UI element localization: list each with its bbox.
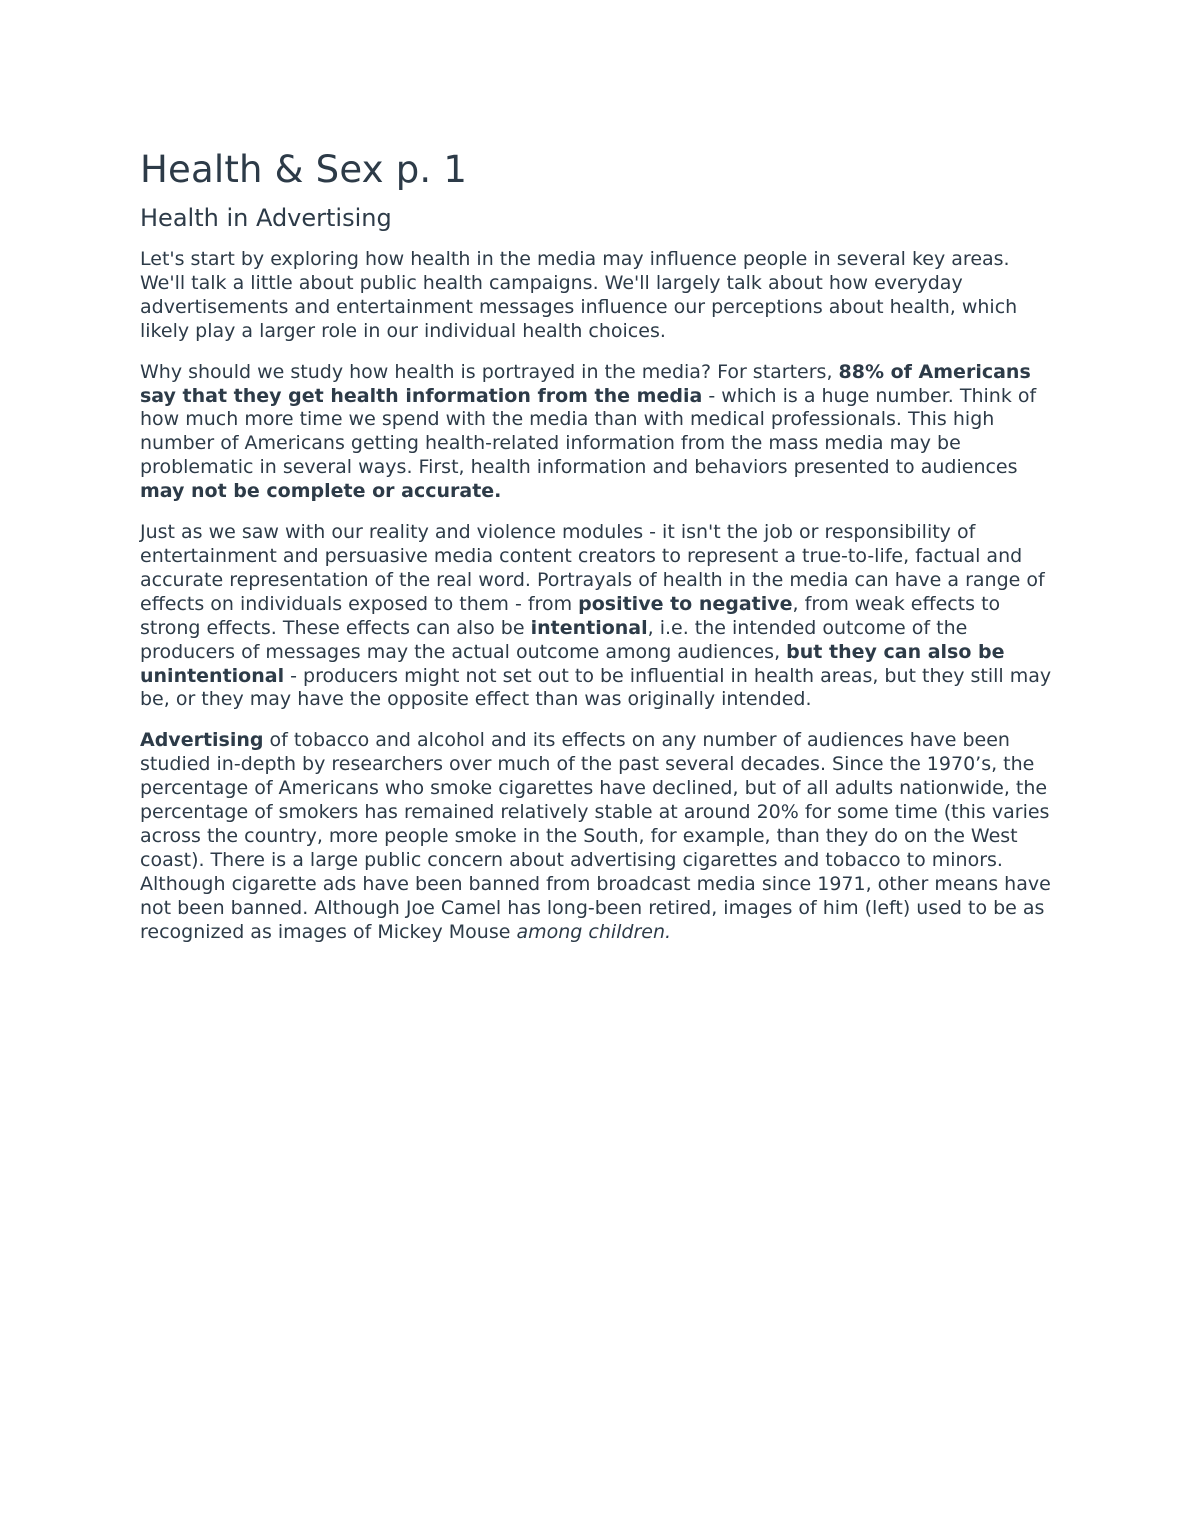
paragraph-text: Just as we saw with our reality and violence modules - it isn't the job or responsibility of entertainment and persuasive media content creators to represent a true-to-life, factual and accurate representation of the real word. Portrayals of health in the media can have a range of effects on individuals exposed to them - from [140, 521, 1045, 615]
emphasis-accuracy: may not be complete or accurate. [140, 480, 502, 503]
section-heading: Health in Advertising [140, 204, 392, 232]
emphasis-statistic: 88% of Americans say that they get health information from the media [140, 360, 1031, 407]
paragraph-advertising [140, 729, 1055, 944]
paragraph-text: , i.e. the intended outcome of the producers of messages may the actual outcome among audiences, [140, 616, 968, 663]
paragraph-intro [140, 248, 1055, 344]
paragraph-why-study [140, 361, 1055, 504]
paragraph-text: of tobacco and alcohol and its effects on any number of audiences have been studied in-depth by researchers over much of the past several decades. Since the 1970’s, the percentage of Americans who smoke cigarettes have declined, but of all adults nationwide, the percentage of smokers has remained relatively stable at around 20% for some time (this varies across the country, more people smoke in the South, for example, than they do on the West coast). There is a large public concern about advertising cigarettes and tobacco to minors. Although cigarette ads have been banned from broadcast media since 1971, other means have not been banned. Although Joe Camel has long-been retired, images of him (left) used to be as recognized as images of Mickey Mouse [140, 729, 1051, 943]
emphasis-unintentional: but they can also be unintentional [140, 640, 1005, 687]
document-page [140, 148, 1055, 944]
emphasis-among-children: among children. [516, 920, 672, 943]
emphasis-intentional: intentional [530, 616, 648, 639]
page-title: Health & Sex p. 1 [140, 148, 468, 191]
paragraph-text: Let's start by exploring how health in the media may influence people in several key areas. We'll talk a little about public health campaigns. We'll largely talk about how everyday advertisements and entertainment messages influence our perceptions about health, which likely play a larger role in our individual health choices. [140, 248, 1018, 342]
paragraph-text: - which is a huge number. Think of how much more time we spend with the media than with medical professionals. This high number of Americans getting health-related information from the mass media may be problematic in several ways. First, health information and behaviors presented to audiences [140, 384, 1037, 479]
paragraph-effects [140, 521, 1055, 712]
paragraph-text: - producers might not set out to be influential in health areas, but they still may be, or they may have the opposite effect than was originally intended. [140, 664, 1052, 711]
paragraph-text: , from weak effects to strong effects. These effects can also be [140, 592, 1001, 639]
emphasis-positive-negative: positive to negative [578, 592, 793, 615]
emphasis-advertising: Advertising [140, 729, 264, 752]
paragraph-text: Why should we study how health is portrayed in the media? For starters, [140, 360, 839, 383]
